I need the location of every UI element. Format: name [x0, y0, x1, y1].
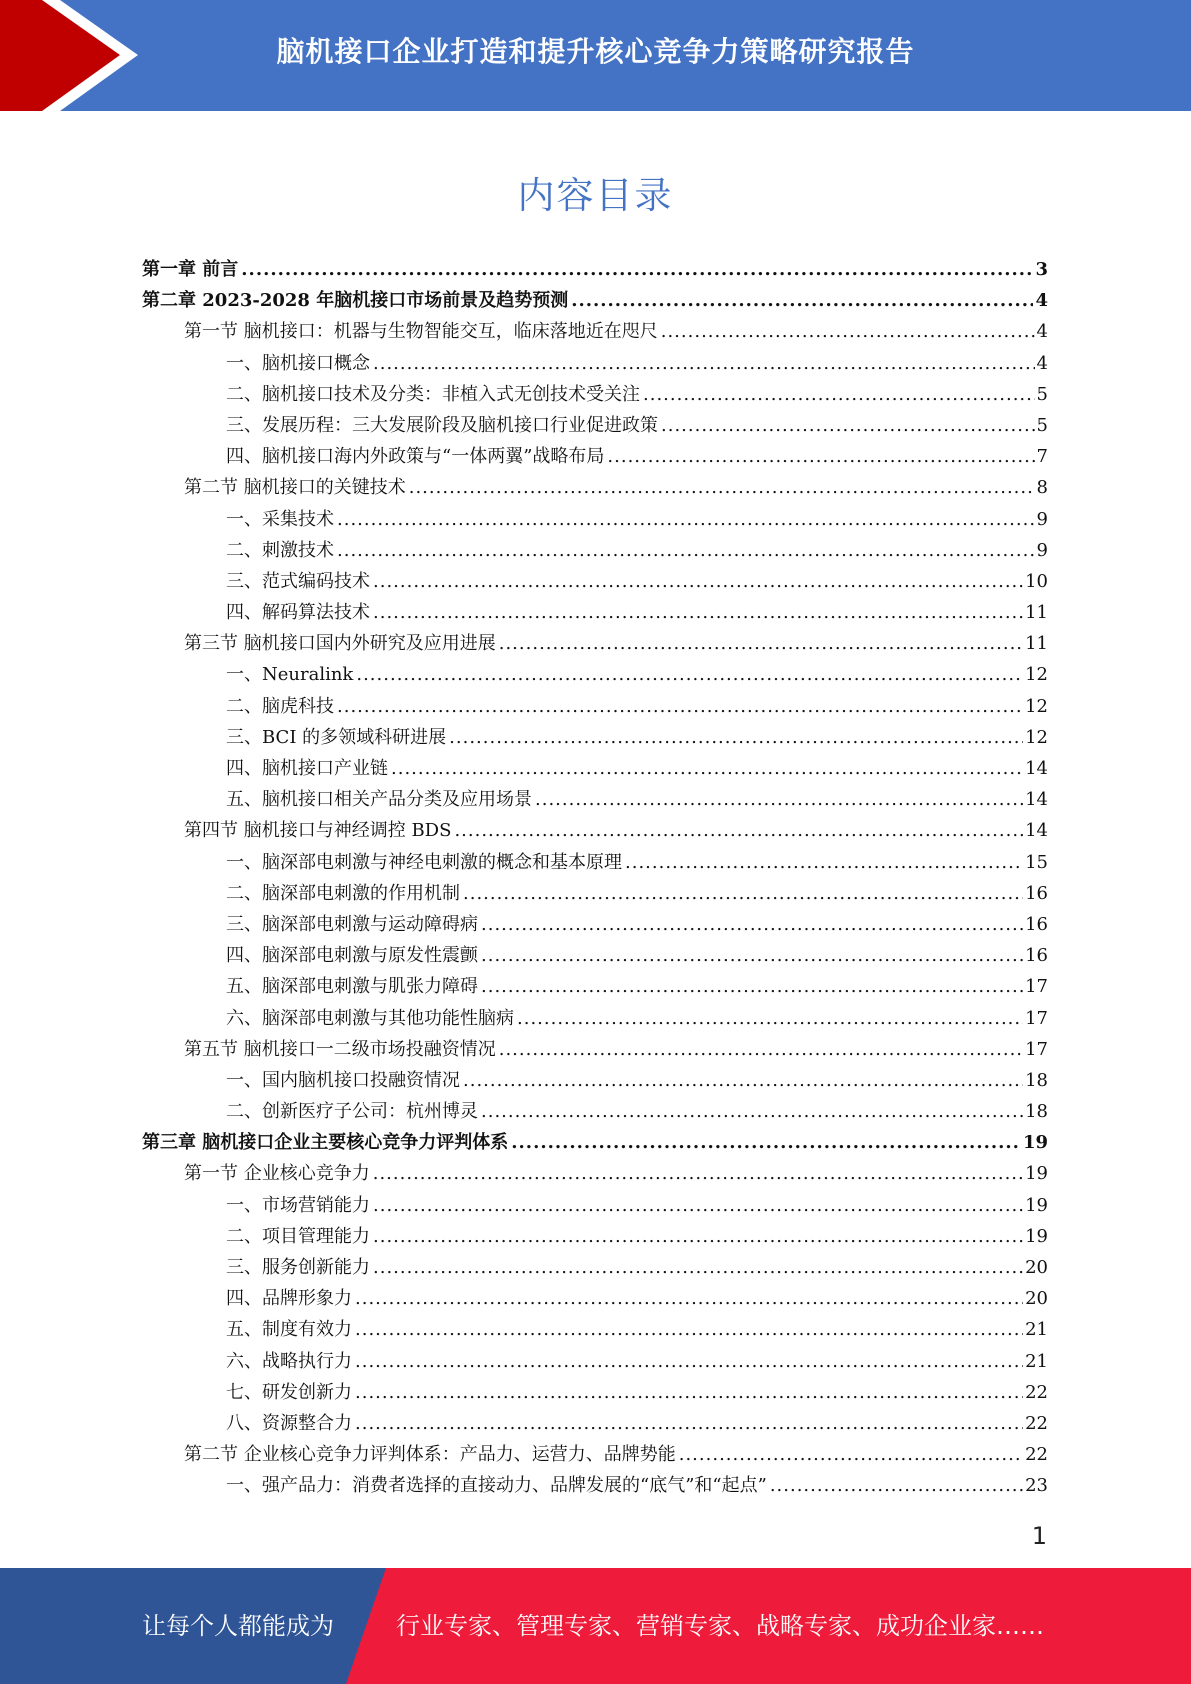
toc-entry-page: 4	[1035, 290, 1048, 312]
toc-entry-page: 4	[1036, 352, 1048, 374]
toc-leader-dots	[454, 815, 1023, 846]
toc-entry-title: 三、服务创新能力	[226, 1257, 370, 1278]
toc-entry[interactable]	[142, 847, 1048, 878]
toc-entry-page: 14	[1025, 758, 1048, 779]
toc-entry-page: 16	[1025, 913, 1048, 935]
footer-banner	[0, 1568, 1191, 1684]
toc-entry-title: 四、脑机接口产业链	[226, 758, 388, 779]
toc-leader-dots	[499, 628, 1023, 659]
toc-leader-dots	[373, 348, 1035, 379]
toc-leader-dots	[356, 659, 1023, 690]
toc-entry-title: 四、解码算法技术	[226, 602, 370, 624]
toc-entry-title: 七、研发创新力	[226, 1381, 352, 1403]
toc-entry[interactable]	[142, 254, 1048, 285]
toc-entry[interactable]	[142, 1221, 1048, 1252]
toc-entry[interactable]	[142, 659, 1048, 690]
table-of-contents	[142, 254, 1048, 1502]
toc-entry[interactable]	[142, 535, 1048, 566]
toc-leader-dots	[571, 285, 1033, 316]
toc-leader-dots	[449, 722, 1023, 753]
toc-entry-title: 二、项目管理能力	[226, 1225, 370, 1247]
toc-entry[interactable]	[142, 1003, 1048, 1034]
toc-heading: 内容目录	[517, 174, 674, 217]
toc-leader-dots	[463, 1065, 1023, 1096]
toc-entry[interactable]	[142, 1065, 1048, 1096]
toc-entry[interactable]	[142, 1252, 1048, 1283]
toc-leader-dots	[661, 316, 1035, 347]
toc-entry-title: 六、脑深部电刺激与其他功能性脑病	[226, 1007, 514, 1029]
toc-entry-page: 14	[1025, 820, 1048, 842]
toc-entry-page: 5	[1036, 414, 1048, 436]
toc-entry[interactable]	[142, 722, 1048, 753]
toc-entry-title: 第三节 脑机接口国内外研究及应用进展	[184, 633, 496, 655]
toc-entry-title: 第三章 脑机接口企业主要核心竞争力评判体系	[142, 1132, 509, 1154]
toc-entry-title: 二、刺激技术	[226, 539, 334, 561]
toc-entry-page: 5	[1036, 383, 1048, 405]
toc-entry-page: 7	[1036, 446, 1048, 468]
toc-entry-page: 3	[1035, 259, 1048, 280]
toc-entry[interactable]	[142, 441, 1048, 472]
toc-leader-dots	[481, 1096, 1023, 1127]
toc-entry-title: 八、资源整合力	[226, 1412, 352, 1434]
toc-entry-page: 10	[1025, 570, 1048, 592]
toc-entry[interactable]	[142, 1096, 1048, 1127]
toc-leader-dots	[517, 1003, 1023, 1034]
toc-entry-title: 第一节 企业核心竞争力	[184, 1163, 370, 1185]
toc-leader-dots	[463, 878, 1023, 909]
toc-entry[interactable]	[142, 1158, 1048, 1189]
toc-entry[interactable]	[142, 784, 1048, 815]
toc-entry-title: 第一节 脑机接口：机器与生物智能交互，临床落地近在咫尺	[184, 321, 658, 343]
toc-entry-page: 17	[1025, 1038, 1048, 1060]
toc-leader-dots	[661, 410, 1035, 441]
toc-entry[interactable]	[142, 1470, 1048, 1501]
toc-leader-dots	[373, 1190, 1023, 1221]
toc-leader-dots	[337, 535, 1035, 566]
toc-entry-title: 四、脑深部电刺激与原发性震颤	[226, 945, 478, 967]
toc-leader-dots	[355, 1314, 1023, 1345]
toc-entry-page: 12	[1025, 664, 1048, 686]
toc-entry[interactable]	[142, 348, 1048, 379]
toc-entry-title: 五、脑机接口相关产品分类及应用场景	[226, 789, 532, 811]
toc-entry-title: 第二节 脑机接口的关键技术	[184, 477, 406, 499]
toc-entry-page: 9	[1036, 539, 1048, 561]
toc-entry-page: 18	[1025, 1069, 1048, 1091]
toc-entry-title: 一、强产品力：消费者选择的直接动力、品牌发展的“底气”和“起点”	[226, 1475, 767, 1497]
toc-entry-page: 21	[1025, 1319, 1048, 1341]
toc-entry-title: 三、脑深部电刺激与运动障碍病	[226, 913, 478, 935]
toc-leader-dots	[511, 1127, 1021, 1158]
toc-entry-title: 一、国内脑机接口投融资情况	[226, 1069, 460, 1091]
toc-entry-page: 19	[1025, 1194, 1048, 1216]
footer-slogan-right: 行业专家、管理专家、营销专家、战略专家、成功企业家……	[396, 1612, 1044, 1640]
toc-leader-dots	[625, 847, 1023, 878]
toc-entry[interactable]	[142, 597, 1048, 628]
toc-entry[interactable]	[142, 410, 1048, 441]
toc-entry[interactable]	[142, 971, 1048, 1002]
toc-entry-title: 二、脑机接口技术及分类：非植入式无创技术受关注	[226, 383, 640, 405]
toc-leader-dots	[373, 1158, 1023, 1189]
toc-entry-title: 一、市场营销能力	[226, 1194, 370, 1216]
toc-entry-page: 19	[1022, 1132, 1048, 1154]
toc-entry-page: 19	[1025, 1225, 1048, 1247]
toc-entry[interactable]	[142, 940, 1048, 971]
toc-leader-dots	[481, 940, 1023, 971]
toc-entry[interactable]	[142, 1377, 1048, 1408]
toc-entry[interactable]	[142, 1314, 1048, 1345]
toc-entry-title: 五、制度有效力	[226, 1319, 352, 1341]
toc-entry[interactable]	[142, 1034, 1048, 1065]
toc-entry-page: 17	[1025, 1007, 1048, 1029]
toc-leader-dots	[643, 379, 1035, 410]
toc-entry-page: 16	[1025, 945, 1048, 967]
toc-entry[interactable]	[142, 285, 1048, 316]
toc-entry-page: 18	[1025, 1101, 1048, 1123]
toc-entry-page: 19	[1025, 1163, 1048, 1185]
toc-entry-title: 第五节 脑机接口一二级市场投融资情况	[184, 1038, 496, 1060]
toc-leader-dots	[391, 753, 1023, 784]
toc-leader-dots	[607, 441, 1034, 472]
toc-entry-title: 五、脑深部电刺激与肌张力障碍	[226, 976, 478, 998]
toc-entry-page: 17	[1025, 976, 1048, 998]
toc-leader-dots	[679, 1439, 1023, 1470]
toc-entry[interactable]	[142, 909, 1048, 940]
toc-entry-title: 一、脑深部电刺激与神经电刺激的概念和基本原理	[226, 851, 622, 873]
toc-entry-title: 一、Neuralink	[226, 664, 354, 686]
toc-leader-dots	[481, 909, 1023, 940]
toc-leader-dots	[373, 566, 1023, 597]
toc-entry-title: 六、战略执行力	[226, 1350, 352, 1372]
toc-entry[interactable]	[142, 472, 1048, 503]
footer-slogan-left: 让每个人都能成为	[142, 1612, 334, 1640]
toc-leader-dots	[337, 691, 1023, 722]
toc-leader-dots	[373, 597, 1023, 628]
toc-leader-dots	[355, 1377, 1023, 1408]
toc-entry[interactable]	[142, 316, 1048, 347]
toc-entry-page: 11	[1025, 633, 1048, 655]
toc-entry-page: 20	[1025, 1257, 1048, 1278]
toc-leader-dots	[355, 1408, 1023, 1439]
toc-leader-dots	[355, 1346, 1023, 1377]
toc-entry-page: 4	[1036, 321, 1048, 343]
toc-leader-dots	[373, 1252, 1023, 1283]
toc-entry-title: 三、发展历程：三大发展阶段及脑机接口行业促进政策	[226, 414, 658, 436]
toc-leader-dots	[355, 1283, 1023, 1314]
toc-entry-page: 16	[1025, 882, 1048, 904]
toc-leader-dots	[499, 1034, 1023, 1065]
toc-entry-title: 一、脑机接口概念	[226, 352, 370, 374]
toc-leader-dots	[337, 504, 1035, 535]
toc-leader-dots	[373, 1221, 1023, 1252]
toc-entry-page: 12	[1025, 695, 1048, 717]
toc-entry[interactable]	[142, 753, 1048, 784]
toc-entry[interactable]	[142, 379, 1048, 410]
toc-entry-page: 22	[1025, 1444, 1048, 1466]
toc-entry-title: 第一章 前言	[142, 259, 239, 280]
toc-entry-page: 20	[1025, 1288, 1048, 1310]
toc-entry[interactable]	[142, 566, 1048, 597]
toc-entry[interactable]	[142, 628, 1048, 659]
toc-entry-page: 21	[1025, 1350, 1048, 1372]
toc-entry-title: 四、品牌形象力	[226, 1288, 352, 1310]
toc-entry-title: 三、范式编码技术	[226, 570, 370, 592]
toc-entry[interactable]	[142, 691, 1048, 722]
toc-entry-title: 一、采集技术	[226, 508, 334, 530]
toc-entry[interactable]	[142, 815, 1048, 846]
toc-leader-dots	[241, 254, 1033, 285]
toc-entry-page: 11	[1025, 602, 1048, 624]
toc-entry[interactable]	[142, 1439, 1048, 1470]
toc-leader-dots	[481, 971, 1023, 1002]
toc-entry[interactable]	[142, 878, 1048, 909]
report-title: 脑机接口企业打造和提升核心竞争力策略研究报告	[276, 35, 915, 68]
toc-entry-title: 第四节 脑机接口与神经调控 BDS	[184, 820, 452, 842]
toc-entry-title: 二、脑虎科技	[226, 695, 334, 717]
toc-entry[interactable]	[142, 1408, 1048, 1439]
toc-entry-title: 第二节 企业核心竞争力评判体系：产品力、运营力、品牌势能	[184, 1444, 676, 1466]
toc-entry-title: 二、脑深部电刺激的作用机制	[226, 882, 460, 904]
toc-entry-page: 22	[1025, 1381, 1048, 1403]
toc-entry-title: 四、脑机接口海内外政策与“一体两翼”战略布局	[226, 446, 605, 468]
toc-leader-dots	[770, 1470, 1023, 1501]
toc-entry[interactable]	[142, 504, 1048, 535]
toc-entry-page: 22	[1025, 1412, 1048, 1434]
toc-entry-page: 8	[1036, 477, 1048, 499]
toc-entry-page: 12	[1025, 726, 1048, 748]
toc-entry-page: 9	[1036, 508, 1048, 530]
toc-leader-dots	[535, 784, 1023, 815]
toc-entry-title: 二、创新医疗子公司：杭州博灵	[226, 1101, 478, 1123]
header-banner	[0, 0, 1191, 111]
toc-entry-page: 14	[1025, 789, 1048, 811]
toc-entry[interactable]	[142, 1346, 1048, 1377]
toc-entry[interactable]	[142, 1283, 1048, 1314]
toc-entry-title: 三、BCI 的多领域科研进展	[226, 726, 447, 748]
page-number: 1	[1031, 1522, 1047, 1550]
toc-entry[interactable]	[142, 1127, 1048, 1158]
toc-entry-page: 23	[1025, 1475, 1048, 1497]
toc-leader-dots	[409, 472, 1035, 503]
toc-entry[interactable]	[142, 1190, 1048, 1221]
toc-entry-page: 15	[1025, 851, 1048, 873]
toc-entry-title: 第二章 2023-2028 年脑机接口市场前景及趋势预测	[142, 290, 569, 312]
